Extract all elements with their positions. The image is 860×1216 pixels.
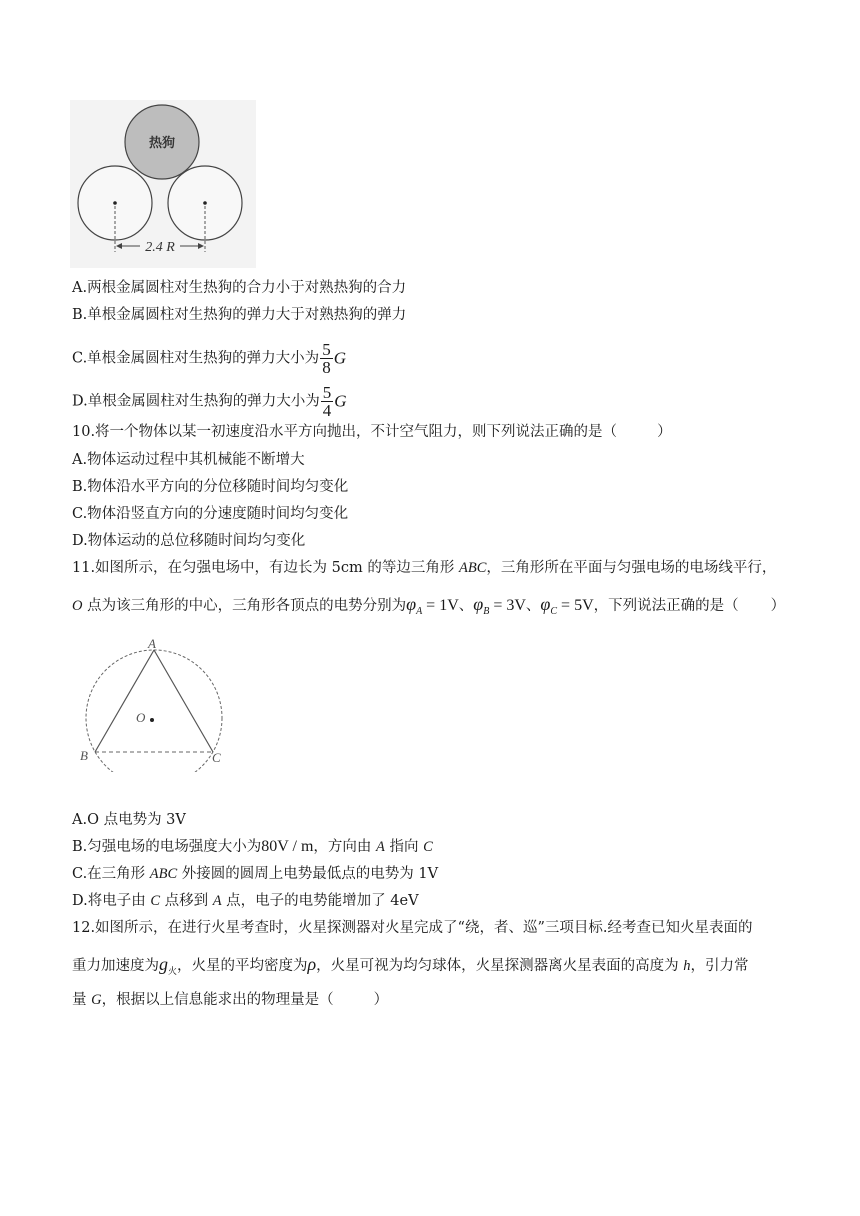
q10-option-a: A.物体运动过程中其机械能不断增大 [72,452,305,468]
vertex-a-label: A [148,636,156,651]
q10-option-c: C.物体沿竖直方向的分速度随时间均匀变化 [72,506,349,522]
q9-option-d: D.单根金属圆柱对生热狗的弹力大小为 $\frac{5}{4}$ G [72,383,347,420]
q12-stem-line3: 量 G，根据以上信息能求出的物理量是（ ） [72,992,389,1008]
triangle-circle-figure [72,636,248,772]
q9-option-c: C.单根金属圆柱对生热狗的弹力大小为 $\frac{5}{8}$ G [72,340,346,377]
vertex-c-label: C [212,750,221,765]
q12-stem-line1: 12.如图所示，在进行火星考查时，火星探测器对火星完成了“绕，者、巡”三项目标.经考查已知火星表面的 [72,920,753,936]
hotdog-label: 热狗 [148,136,176,151]
q11-option-c: C.在三角形 ABC 外接圆的圆周上电势最低点的电势为 1V [72,866,439,882]
circumcircle [86,650,222,772]
vertex-b-label: B [80,748,88,763]
q12-stem-line2: 重力加速度为$g_火$，火星的平均密度为ρ，火星可视为均匀球体，火星探测器离火星表面的高度为 h，引力常 [72,954,749,977]
q10-option-b: B.物体沿水平方向的分位移随时间均匀变化 [72,479,349,495]
q11-option-d: D.将电子由 C 点移到 A 点，电子的电势能增加了 4eV [72,893,419,909]
fraction: $\frac{5}{8}$ [322,340,331,377]
fraction: $\frac{5}{4}$ [322,383,332,420]
q10-option-d: D.物体运动的总位移随时间均匀变化 [72,533,306,549]
q9-option-b: B.单根金属圆柱对生热狗的弹力大于对熟热狗的弹力 [72,307,407,323]
hotdog-cylinders-figure [70,100,256,268]
dimension-label: 2.4 R [145,240,175,255]
q9-option-a: A.两根金属圆柱对生热狗的合力小于对熟热狗的合力 [72,280,407,296]
q11-option-b: B.匀强电场的电场强度大小为80V / m，方向由 A 指向 C [72,838,433,855]
center-point [150,718,154,722]
q11-option-a: A.O 点电势为 3V [72,812,186,828]
q10-stem: 10.将一个物体以某一初速度沿水平方向抛出，不计空气阻力，则下列说法正确的是（ ） [72,424,672,440]
q11-stem-line2: O 点为该三角形的中心，三角形各顶点的电势分别为$\varphi_A = 1V$、$\varphi_B = 3V$、$\varphi_C = 5V$，下列说法正确的是（ ） [72,594,786,617]
q11-stem-line1: 11.如图所示，在匀强电场中，有边长为 5cm 的等边三角形 ABC，三角形所在平面与匀强电场的电场线平行， [72,560,777,576]
center-o-label: O [136,710,146,725]
